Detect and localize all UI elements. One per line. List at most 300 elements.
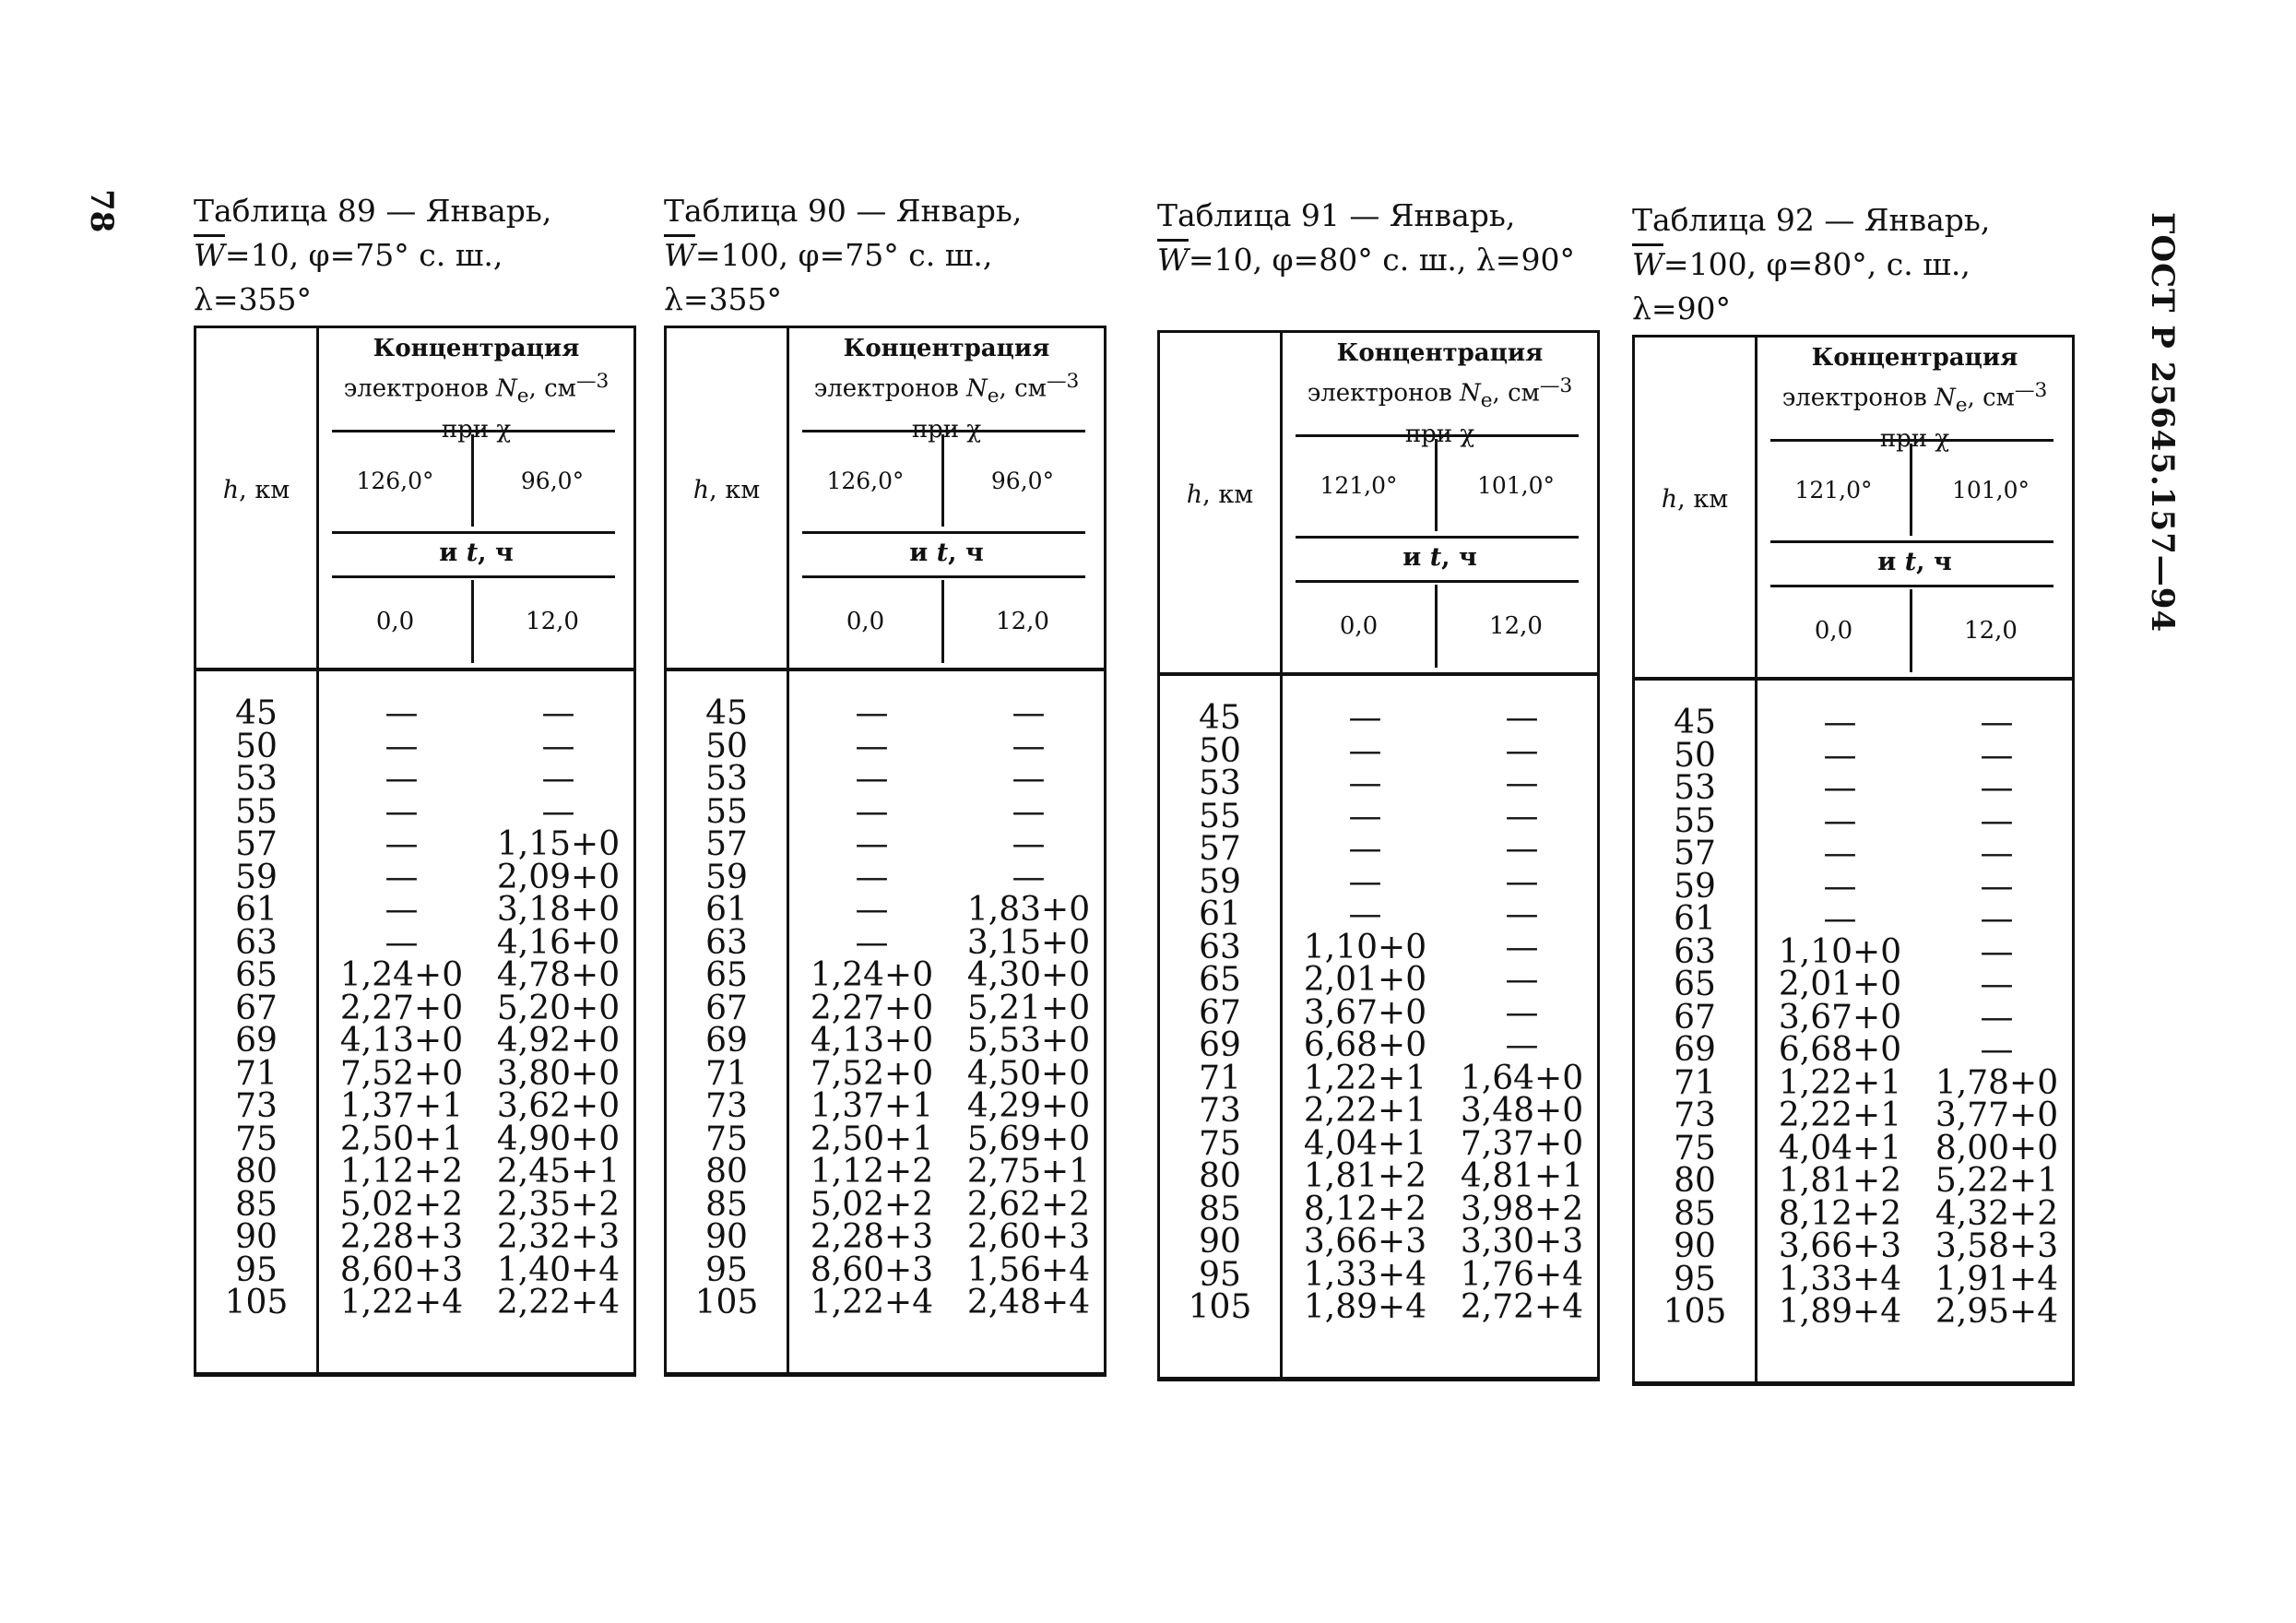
caption-title: Таблица 92 — Январь, [1632,202,1991,238]
height-value: 61 [1674,900,1716,938]
concentration-value: 3,58+3 [1935,1227,2059,1265]
chi-value: 101,0° [1951,476,2030,503]
data-rows [1635,706,2072,1329]
table-row [1160,1059,1597,1097]
concentration-value: — [1980,867,2014,906]
table-row [1160,993,1597,1032]
concentration-value: 1,40+4 [496,1250,621,1289]
table-row [1635,837,2072,871]
concentration-value: — [1012,727,1046,765]
concentration-value: 1,10+0 [1303,928,1427,966]
concentration-value: 3,66+3 [1778,1227,1902,1265]
table-row [667,956,1104,994]
height-value: 75 [1199,1124,1241,1163]
concentration-value: — [1823,900,1857,938]
concentration-value: 1,22+1 [1303,1059,1427,1097]
concentration-value: 1,81+2 [1303,1157,1427,1195]
table-row [1160,1157,1597,1195]
concentration-value: 2,22+1 [1303,1092,1427,1130]
height-value: 71 [1199,1059,1241,1097]
table-row [1635,769,2072,807]
concentration-value: — [1505,961,1539,999]
concentration-value: — [385,694,419,732]
height-value: 105 [1188,1288,1252,1326]
table-row [667,891,1104,929]
concentration-value: 3,18+0 [496,891,621,929]
concentration-value: — [1823,769,1857,807]
concentration-value: 2,50+1 [810,1120,934,1158]
table-row [1635,1293,2072,1331]
concentration-value: 4,13+0 [810,1022,934,1060]
chi-row [319,434,633,527]
table-row [196,825,633,863]
concentration-title: Концентрация электронов $N_e$, $см^{—3}$ при χ [1781,344,2048,453]
table-row [1160,699,1597,737]
time-label: и t, ч [909,539,984,567]
height-header: h, км [222,476,290,504]
concentration-value: 2,27+0 [810,989,934,1027]
concentration-value: 7,52+0 [339,1054,464,1093]
concentration-value: 2,22+4 [496,1284,621,1321]
concentration-value: 4,04+1 [1303,1124,1427,1163]
height-value: 55 [235,792,278,831]
table-row [1160,928,1597,966]
concentration-value: 6,68+0 [1778,1031,1902,1069]
concentration-value: — [385,760,419,798]
concentration-value: — [385,891,419,929]
height-value: 50 [1674,736,1716,775]
table-row [667,1286,1104,1320]
concentration-value: — [855,891,889,929]
height-value: 105 [224,1284,289,1321]
concentration-value: 3,98+2 [1460,1190,1584,1228]
w-symbol: $\overline{W}$ [194,237,225,273]
table-row [667,1250,1104,1289]
concentration-value: — [1348,731,1382,770]
table-row [667,989,1104,1027]
concentration-value: 2,72+4 [1460,1288,1584,1326]
concentration-value: 2,75+1 [966,1153,1091,1191]
concentration-value: 5,69+0 [966,1120,1091,1158]
concentration-value: 2,22+1 [1778,1096,1902,1134]
w-symbol: $\overline{W}$ [664,237,695,273]
data-table [1632,335,2075,1386]
concentration-header [789,328,1104,665]
concentration-value: 2,45+1 [496,1153,621,1191]
concentration-value: — [385,727,419,765]
concentration-value: — [1012,694,1046,732]
height-value: 53 [705,760,748,798]
concentration-value: — [855,858,889,896]
chi-value: 101,0° [1476,471,1556,499]
concentration-value: 2,28+3 [810,1218,934,1256]
height-value: 50 [235,727,278,765]
height-value: 67 [1674,998,1716,1037]
height-value: 71 [705,1054,748,1093]
height-value: 57 [705,825,748,863]
height-value: 105 [1663,1293,1727,1331]
w-symbol: $\overline{W}$ [1632,246,1663,282]
concentration-header [1758,338,2072,674]
table-caption [664,189,1107,326]
height-value: 59 [705,858,748,896]
table-row [1635,801,2072,840]
concentration-value: 3,15+0 [966,923,1091,962]
concentration-value: — [1823,835,1857,872]
concentration-value: — [541,727,575,765]
table-row [1160,731,1597,770]
concentration-value: 5,21+0 [966,989,1091,1027]
table-row [667,1087,1104,1125]
height-value: 105 [694,1284,759,1321]
concentration-value: 1,33+4 [1303,1255,1427,1294]
time-row [1758,589,2072,672]
concentration-value: 3,80+0 [496,1054,621,1093]
table-row [667,1185,1104,1224]
concentration-header [319,328,633,665]
height-value: 59 [235,858,278,896]
table-row [196,1155,633,1189]
concentration-value: 4,29+0 [966,1087,1091,1125]
table-row [196,694,633,732]
concentration-value: 1,37+1 [339,1087,464,1125]
concentration-value: 8,60+3 [339,1250,464,1289]
concentration-value: 8,00+0 [1935,1129,2059,1167]
time-value: 12,0 [1489,612,1543,640]
concentration-value: — [855,727,889,765]
concentration-value: — [541,694,575,732]
concentration-value: — [1505,830,1539,868]
concentration-value: — [1505,764,1539,802]
concentration-value: — [1980,736,2014,775]
chi-value: 126,0° [356,467,434,494]
concentration-value: — [1505,862,1539,901]
concentration-value: — [1980,801,2014,840]
height-value: 53 [235,760,278,798]
concentration-value: 4,50+0 [966,1054,1091,1093]
concentration-value: 4,04+1 [1778,1129,1902,1167]
concentration-value: — [1505,993,1539,1032]
concentration-value: — [385,923,419,962]
time-value: 12,0 [526,608,579,635]
chi-value: 121,0° [1320,471,1398,499]
concentration-title: Концентрация электронов $N_e$, $см^{—3}$ при χ [1307,339,1573,448]
concentration-value: 4,30+0 [966,956,1091,994]
concentration-value: 2,32+3 [496,1218,621,1256]
height-value: 80 [235,1153,278,1191]
table-row [667,858,1104,896]
concentration-value: 1,12+2 [810,1153,934,1191]
table-block [194,189,636,1377]
table-row [667,825,1104,863]
height-value: 57 [1199,830,1241,868]
height-value: 71 [235,1054,278,1093]
table-block [1632,198,2075,1386]
time-label: и t, ч [439,539,514,567]
concentration-value: 1,24+0 [339,956,464,994]
concentration-value: 4,90+0 [496,1120,621,1158]
height-value: 69 [705,1022,748,1060]
concentration-value: — [1980,900,2014,938]
table-row [667,727,1104,765]
concentration-value: 1,89+4 [1303,1288,1427,1326]
caption-title: Таблица 91 — Январь, [1157,197,1516,233]
concentration-header [1283,333,1597,669]
height-value: 90 [1674,1227,1716,1265]
table-row [1160,1026,1597,1064]
caption-params: $\overline{W}=10$, φ=80° с. ш., λ=90° [1157,242,1575,278]
concentration-value: 4,81+1 [1460,1157,1584,1195]
table-row [1635,998,2072,1037]
height-value: 55 [705,792,748,831]
table-row [196,760,633,798]
concentration-value: 2,50+1 [339,1120,464,1158]
concentration-value: 4,13+0 [339,1022,464,1060]
concentration-value: — [1980,932,2014,971]
height-header: h, км [1186,480,1254,509]
table-row [1160,1092,1597,1130]
concentration-value: 5,53+0 [966,1022,1091,1060]
table-row [196,858,633,896]
height-value: 73 [705,1087,748,1125]
height-value: 75 [1674,1129,1716,1167]
table-row [196,792,633,831]
table-row [1635,968,2072,1001]
table-row [667,694,1104,732]
table-row [1160,1190,1597,1228]
concentration-value: — [855,792,889,831]
concentration-value: — [1823,867,1857,906]
height-value: 69 [1199,1026,1241,1064]
concentration-value: 1,22+4 [810,1284,934,1321]
height-value: 67 [1199,993,1241,1032]
table-block [664,189,1107,1377]
w-symbol: $\overline{W}$ [1157,242,1189,278]
concentration-value: 3,67+0 [1778,998,1902,1037]
height-value: 85 [1199,1190,1241,1228]
height-value: 53 [1674,769,1716,807]
table-row [1635,932,2072,971]
concentration-value: — [1505,928,1539,966]
table-row [1635,1162,2072,1200]
height-value: 65 [1199,961,1241,999]
height-value: 75 [705,1120,748,1158]
table-caption [1157,194,1600,330]
time-value: 0,0 [375,608,415,635]
concentration-value: — [1505,699,1539,737]
table-row [196,1250,633,1289]
table-row [1160,1223,1597,1261]
height-value: 67 [705,989,748,1027]
chi-value: 96,0° [990,467,1055,494]
height-value: 80 [1674,1162,1716,1200]
concentration-value: 2,09+0 [496,858,621,896]
caption-params: $\overline{W}=10$, φ=75° с. ш., [194,237,503,273]
caption-longitude: λ=355° [664,281,783,317]
height-value: 90 [1199,1223,1241,1261]
table-row [196,989,633,1027]
concentration-value: — [1012,825,1046,863]
concentration-value: 1,83+0 [966,891,1091,929]
concentration-value: 4,16+0 [496,923,621,962]
concentration-value: — [1505,797,1539,835]
concentration-value: 7,52+0 [810,1054,934,1093]
table-row [196,727,633,765]
concentration-value: 3,30+3 [1460,1223,1584,1261]
height-value: 95 [1674,1260,1716,1298]
concentration-value: 4,92+0 [496,1022,621,1060]
concentration-value: — [1348,830,1382,868]
chi-row [1758,444,2072,536]
concentration-title: Концентрация электронов $N_e$, $см^{—3}$ при χ [343,335,610,444]
height-value: 57 [235,825,278,863]
concentration-value: — [385,825,419,863]
height-value: 63 [235,923,278,962]
table-row [196,1054,633,1093]
table-row [1635,736,2072,775]
concentration-value: 1,33+4 [1778,1260,1902,1298]
time-value: 12,0 [1964,617,2018,645]
table-row [1160,1288,1597,1326]
height-value: 95 [1199,1255,1241,1294]
table-row [196,891,633,929]
table-row [1635,1227,2072,1265]
concentration-title: Концентрация электронов $N_e$, $см^{—3}$ при χ [813,335,1080,444]
concentration-value: — [541,760,575,798]
height-value: 73 [235,1087,278,1125]
concentration-value: — [1348,862,1382,901]
height-value: 85 [235,1185,278,1224]
table-caption [194,189,636,326]
height-value: 50 [705,727,748,765]
concentration-value: 1,12+2 [339,1153,464,1191]
height-value: 90 [235,1218,278,1256]
table-row [667,923,1104,962]
concentration-value: 2,60+3 [966,1218,1091,1256]
table-row [1160,862,1597,901]
data-rows [196,694,633,1321]
concentration-value: — [1505,1026,1539,1064]
time-value: 0,0 [1339,612,1379,640]
table-row [1160,764,1597,802]
caption-longitude: λ=355° [194,281,313,317]
height-value: 45 [1199,699,1241,737]
concentration-value: 5,02+2 [810,1185,934,1224]
table-row [667,1054,1104,1093]
data-rows [1160,699,1597,1326]
concentration-value: 5,22+1 [1935,1162,2059,1200]
concentration-value: 1,89+4 [1778,1293,1902,1331]
time-row [319,580,633,663]
concentration-value: — [1823,736,1857,775]
concentration-value: 2,48+4 [966,1284,1091,1321]
height-value: 50 [1199,731,1241,770]
table-row [1635,1260,2072,1298]
concentration-value: 8,12+2 [1303,1190,1427,1228]
chi-value: 96,0° [520,467,585,494]
height-value: 95 [705,1250,748,1289]
data-table [194,326,636,1377]
table-row [196,956,633,994]
table-row [667,1022,1104,1060]
height-value: 63 [1674,932,1716,971]
data-rows [667,694,1104,1321]
time-label: и t, ч [1877,548,1952,576]
height-value: 61 [235,891,278,929]
concentration-value: 8,60+3 [810,1250,934,1289]
height-value: 65 [235,956,278,994]
table-row [667,1155,1104,1189]
concentration-value: — [1980,966,2014,1003]
page-number: 78 [83,189,120,233]
data-table [1157,330,1600,1381]
height-value: 59 [1199,862,1241,901]
concentration-value: 2,95+4 [1935,1293,2059,1331]
table-row [196,1185,633,1224]
height-value: 80 [705,1153,748,1191]
concentration-value: — [1012,792,1046,831]
height-value: 75 [235,1120,278,1158]
time-row [1283,585,1597,668]
concentration-value: 1,76+4 [1460,1255,1584,1294]
time-value: 12,0 [996,608,1049,635]
height-value: 67 [235,989,278,1027]
caption-longitude: λ=90° [1632,290,1732,326]
concentration-value: 1,22+1 [1778,1063,1902,1102]
concentration-value: 2,62+2 [966,1185,1091,1224]
caption-params: $\overline{W}=100$, φ=80°, с. ш., [1632,246,1971,282]
concentration-value: 3,77+0 [1935,1096,2059,1134]
concentration-value: — [1980,835,2014,872]
height-value: 90 [705,1218,748,1256]
concentration-value: — [1012,760,1046,798]
concentration-value: — [1980,769,2014,807]
data-table [664,326,1107,1377]
chi-value: 121,0° [1794,476,1873,503]
height-value: 53 [1199,764,1241,802]
concentration-value: 1,78+0 [1935,1063,2059,1102]
height-value: 95 [235,1250,278,1289]
height-value: 73 [1674,1096,1716,1134]
table-caption [1632,198,2075,335]
height-value: 63 [1199,928,1241,966]
concentration-value: — [385,858,419,896]
height-value: 69 [235,1022,278,1060]
concentration-value: — [1980,704,2014,741]
concentration-value: — [1348,895,1382,933]
table-row [1635,1129,2072,1167]
height-value: 55 [1674,801,1716,840]
concentration-value: 1,24+0 [810,956,934,994]
concentration-value: 2,27+0 [339,989,464,1027]
concentration-value: 1,22+4 [339,1284,464,1321]
concentration-value: 5,20+0 [496,989,621,1027]
concentration-value: 2,28+3 [339,1218,464,1256]
height-value: 59 [1674,867,1716,906]
table-row [1160,961,1597,999]
concentration-value: 2,01+0 [1303,961,1427,999]
table-row [1160,1255,1597,1294]
height-header: h, км [692,476,761,504]
concentration-value: 1,91+4 [1935,1260,2059,1298]
height-value: 65 [705,956,748,994]
table-row [667,1218,1104,1256]
table-block [1157,194,1600,1381]
table-row [1635,867,2072,906]
concentration-value: — [541,792,575,831]
concentration-value: 2,35+2 [496,1185,621,1224]
height-header: h, км [1661,485,1729,514]
